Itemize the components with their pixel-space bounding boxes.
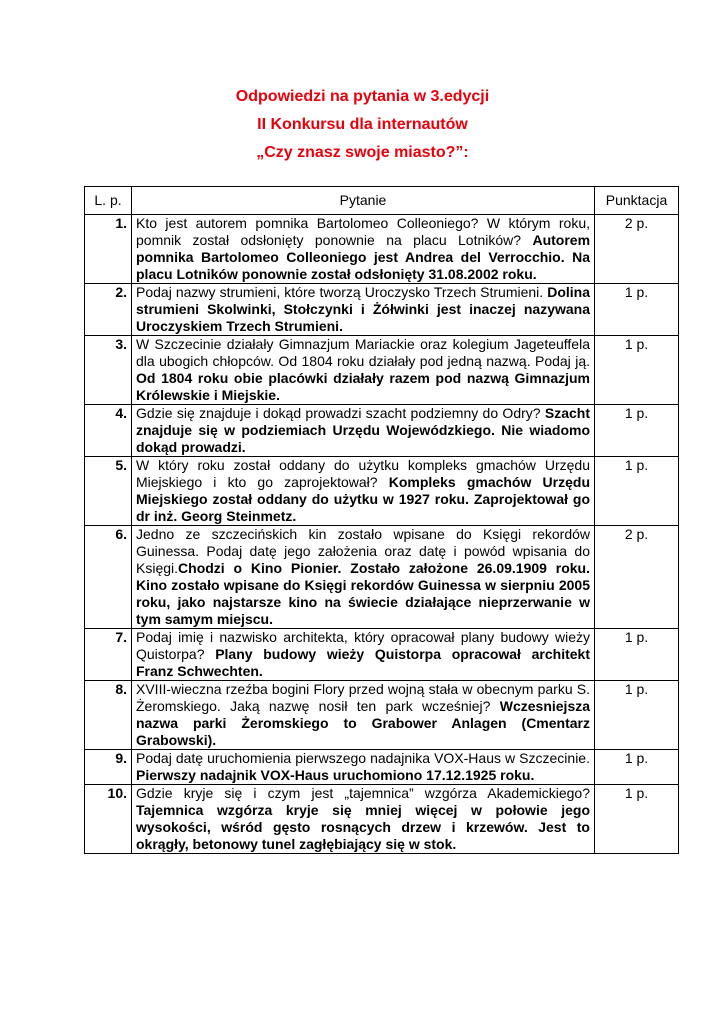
question-cell bbox=[132, 336, 595, 405]
question-text: Gdzie się znajduje i dokąd prowadzi szacht podziemny do Odry? bbox=[136, 405, 541, 421]
question-text: XVIII-wieczna rzeźba bogini Flory przed wojną stała w obecnym parku S. Żeromskiego. Jaką nazwę nosił ten park wcześniej? bbox=[136, 681, 590, 714]
row-number: 8. bbox=[85, 681, 132, 750]
title-line-3: „Czy znasz swoje miasto?”: bbox=[256, 144, 469, 161]
question-cell bbox=[132, 629, 595, 681]
question-text: W Szczecinie działały Gimnazjum Mariackie oraz kolegium Jageteuffela dla ubogich chłopców. Od 1804 roku działały pod jedną nazwą. Podaj ją. bbox=[136, 336, 590, 369]
table-row bbox=[85, 405, 679, 457]
points-cell: 1 p. bbox=[595, 405, 679, 457]
answer-text: Wczesniejsza nazwa parki Żeromskiego to Grabower Anlagen (Cmentarz Grabowski). bbox=[136, 698, 591, 748]
answer-text: Autorem pomnika Bartolomeo Colleoniego jest Andrea del Verrocchio. Na placu Lotników ponownie został odsłonięty 31.08.2002 roku. bbox=[136, 232, 591, 282]
answer-text: Tajemnica wzgórza kryje się mniej więcej w połowie jego wysokości, wśród gęsto rosnących drzew i krzewów. Jest to okrągły, betonowy tunel zagłębiający się w stok. bbox=[136, 802, 590, 852]
question-text: Podaj nazwy strumieni, które tworzą Uroczysko Trzech Strumieni. bbox=[136, 284, 544, 300]
points-cell: 2 p. bbox=[595, 215, 679, 284]
answer-text: Dolina strumieni Skolwinki, Stołczynki i Żółwinki jest inaczej nazywana Uroczyskiem Trzech Strumieni. bbox=[136, 284, 591, 334]
points-cell: 1 p. bbox=[595, 750, 679, 785]
row-number: 2. bbox=[85, 284, 132, 336]
question-text: Gdzie kryje się i czym jest „tajemnica” wzgórza Akademickiego? bbox=[136, 785, 590, 801]
answer-text: Kompleks gmachów Urzędu Miejskiego został oddany do użytku w 1927 roku. Zaprojektował go dr inż. Georg Steinmetz. bbox=[136, 474, 590, 524]
table-row bbox=[85, 750, 679, 785]
table-row bbox=[85, 215, 679, 284]
points-cell: 1 p. bbox=[595, 457, 679, 526]
question-text: Podaj datę uruchomienia pierwszego nadajnika VOX-Haus w Szczecinie. bbox=[136, 750, 590, 766]
table-row bbox=[85, 629, 679, 681]
points-cell: 1 p. bbox=[595, 336, 679, 405]
header-points: Punktacja bbox=[595, 187, 679, 215]
document-title bbox=[0, 83, 725, 167]
question-cell bbox=[132, 785, 595, 854]
table-row bbox=[85, 336, 679, 405]
answer-text: Plany budowy wieży Quistorpa opracował architekt Franz Schwechten. bbox=[136, 646, 590, 679]
table-row bbox=[85, 681, 679, 750]
header-question: Pytanie bbox=[132, 187, 595, 215]
title-line-2: II Konkursu dla internautów bbox=[257, 116, 468, 133]
answer-text: Od 1804 roku obie placówki działały razem pod nazwą Gimnazjum Królewskie i Miejskie. bbox=[136, 370, 590, 403]
question-cell bbox=[132, 215, 595, 284]
quiz-answers-table bbox=[84, 186, 679, 854]
question-text: Jedno ze szczecińskich kin zostało wpisane do Księgi rekordów Guinessa. Podaj datę jego założenia oraz datę i powód wpisania do Księgi. bbox=[136, 526, 590, 576]
question-text: W który roku został oddany do użytku kompleks gmachów Urzędu Miejskiego i kto go zaprojektował? bbox=[136, 457, 590, 490]
row-number: 6. bbox=[85, 526, 132, 629]
answer-text: Pierwszy nadajnik VOX-Haus uruchomiono 17.12.1925 roku. bbox=[136, 767, 535, 783]
row-number: 3. bbox=[85, 336, 132, 405]
table-header-row bbox=[85, 187, 679, 215]
row-number: 1. bbox=[85, 215, 132, 284]
question-cell bbox=[132, 681, 595, 750]
table-row bbox=[85, 785, 679, 854]
points-cell: 2 p. bbox=[595, 526, 679, 629]
title-line-1: Odpowiedzi na pytania w 3.edycji bbox=[235, 88, 490, 105]
answer-text: Szacht znajduje się w podziemiach Urzędu Wojewódzkiego. Nie wiadomo dokąd prowadzi. bbox=[136, 405, 590, 455]
header-lp: L. p. bbox=[85, 187, 132, 215]
answer-text: Chodzi o Kino Pionier. Zostało założone 26.09.1909 roku. Kino zostało wpisane do Księgi rekordów Guinessa w sierpniu 2005 roku, jako najstarsze kino na świecie działające nieprzerwanie w tym samym miejscu. bbox=[136, 560, 590, 627]
question-cell bbox=[132, 405, 595, 457]
points-cell: 1 p. bbox=[595, 629, 679, 681]
table-row bbox=[85, 457, 679, 526]
question-cell bbox=[132, 284, 595, 336]
table-row bbox=[85, 284, 679, 336]
question-text: Podaj imię i nazwisko architekta, który opracował plany budowy wieży Quistorpa? bbox=[136, 629, 590, 662]
table-row bbox=[85, 526, 679, 629]
points-cell: 1 p. bbox=[595, 284, 679, 336]
points-cell: 1 p. bbox=[595, 785, 679, 854]
row-number: 10. bbox=[85, 785, 132, 854]
row-number: 7. bbox=[85, 629, 132, 681]
row-number: 4. bbox=[85, 405, 132, 457]
question-cell bbox=[132, 457, 595, 526]
points-cell: 1 p. bbox=[595, 681, 679, 750]
question-text: Kto jest autorem pomnika Bartolomeo Colleoniego? W którym roku, pomnik został odsłonięty ponownie na placu Lotników? bbox=[136, 215, 590, 248]
question-cell bbox=[132, 750, 595, 785]
question-cell bbox=[132, 526, 595, 629]
row-number: 9. bbox=[85, 750, 132, 785]
row-number: 5. bbox=[85, 457, 132, 526]
